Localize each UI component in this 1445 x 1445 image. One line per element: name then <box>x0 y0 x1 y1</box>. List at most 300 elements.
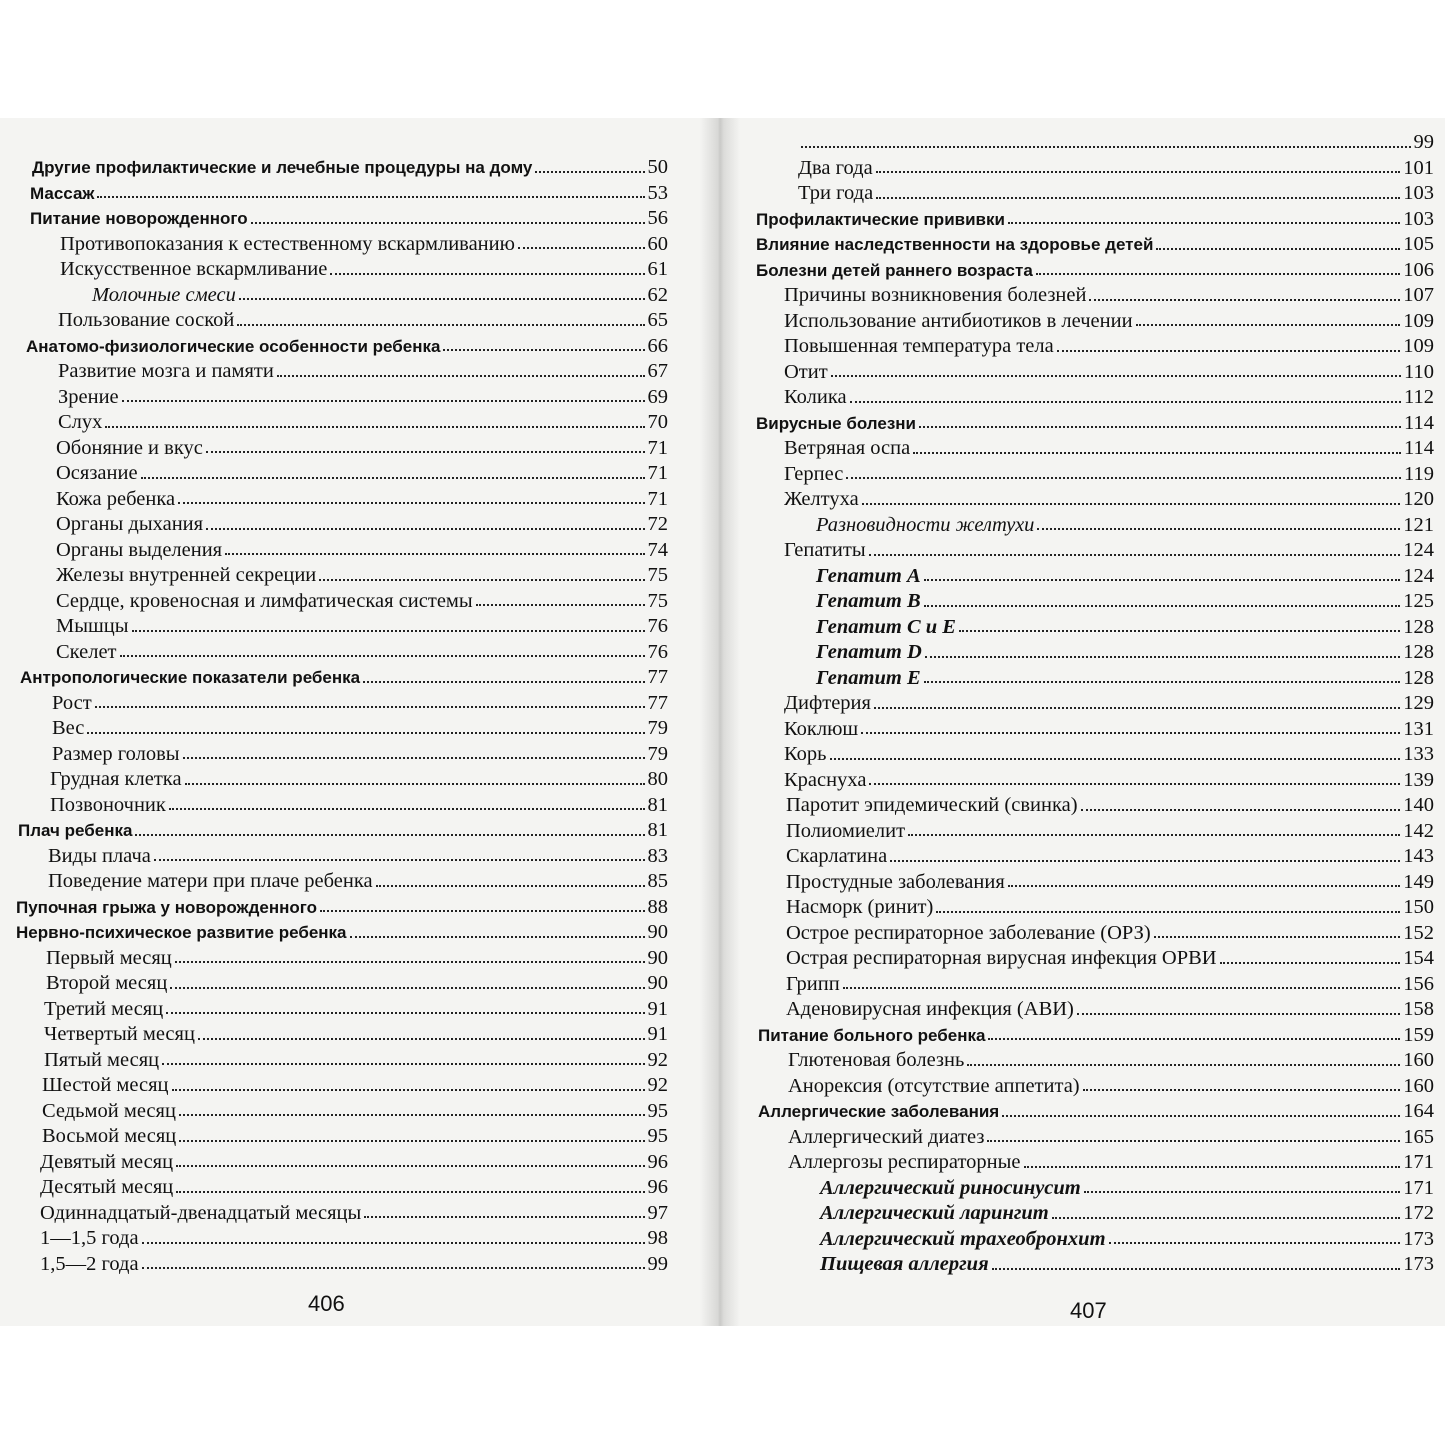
toc-entry-title: Массаж <box>30 183 95 203</box>
toc-entry-title: Вирусные болезни <box>756 413 916 433</box>
toc-entry <box>754 130 1434 156</box>
dot-leader <box>141 477 645 479</box>
toc-entry <box>14 946 668 972</box>
toc-entry-title: Повышенная температура тела <box>784 335 1054 357</box>
toc-entry-page: 81 <box>647 819 668 841</box>
toc-entry-page: 70 <box>647 411 668 433</box>
toc-entry-title: Третий месяц <box>44 997 164 1020</box>
toc-entry-page: 121 <box>1403 513 1434 536</box>
dot-leader <box>843 987 1401 989</box>
dot-leader <box>135 834 644 836</box>
toc-entry-page: 50 <box>647 156 668 178</box>
toc-entry-title: Анатомо-физиологические особенности ребенка <box>26 336 441 356</box>
dot-leader <box>1052 1217 1400 1219</box>
toc-entry-title: Коклюш <box>784 717 859 740</box>
toc-entry-page: 119 <box>1404 462 1434 485</box>
toc-entry <box>754 1048 1434 1074</box>
toc-entry-title: Питание больного ребенка <box>758 1025 986 1045</box>
toc-entry <box>754 1150 1434 1176</box>
toc-entry <box>14 1073 668 1099</box>
toc-entry-page: 81 <box>647 793 668 816</box>
toc-entry-page: 99 <box>647 1252 668 1275</box>
toc-entry-page: 142 <box>1403 819 1434 842</box>
dot-leader <box>869 783 1400 785</box>
toc-entry <box>754 1176 1434 1202</box>
toc-entry-page: 120 <box>1403 488 1434 510</box>
toc-entry-title: Разновидности желтухи <box>816 513 1035 536</box>
toc-entry <box>14 563 668 589</box>
toc-entry-page: 76 <box>647 615 668 637</box>
dot-leader <box>1156 248 1400 250</box>
toc-entry <box>754 309 1434 335</box>
toc-entry-page: 159 <box>1403 1023 1434 1046</box>
toc-entry-title: Насморк (ринит) <box>786 896 934 918</box>
dot-leader <box>172 1089 645 1091</box>
toc-entry-page: 88 <box>647 895 668 918</box>
dot-leader <box>206 528 644 530</box>
toc-entry-page: 165 <box>1403 1125 1434 1148</box>
toc-entry-title: Корь <box>784 743 827 765</box>
toc-entry <box>754 360 1434 386</box>
toc-entry-page: 96 <box>647 1176 668 1198</box>
toc-entry <box>754 921 1434 947</box>
toc-entry <box>754 334 1434 360</box>
dot-leader <box>913 452 1401 454</box>
toc-entry-page: 143 <box>1403 845 1434 867</box>
toc-entry <box>754 181 1434 207</box>
dot-leader <box>239 298 645 300</box>
dot-leader <box>251 222 645 224</box>
toc-entry-title: Аллергические заболевания <box>758 1102 1000 1121</box>
book-gutter <box>700 118 740 1326</box>
toc-entry-title: 1—1,5 года <box>40 1227 139 1249</box>
toc-entry <box>14 538 668 564</box>
dot-leader <box>919 426 1401 428</box>
toc-entry-title: Органы выделения <box>56 538 223 561</box>
dot-leader <box>176 1191 644 1193</box>
dot-leader <box>178 502 644 504</box>
toc-entry-title: Десятый месяц <box>40 1176 174 1198</box>
toc-entry-page: 91 <box>647 1023 668 1045</box>
toc-entry-title: Питание новорожденного <box>30 209 248 228</box>
toc-entry-title: Острая респираторная вирусная инфекция ОРВИ <box>786 947 1217 969</box>
toc-entry-title: Седьмой месяц <box>42 1099 176 1122</box>
toc-entry-page: 98 <box>647 1227 668 1249</box>
toc-entry-page: 105 <box>1403 233 1434 255</box>
toc-entry-title: Развитие мозга и памяти <box>58 360 274 382</box>
toc-entry-title: Восьмой месяц <box>42 1125 177 1147</box>
toc-entry <box>754 640 1434 666</box>
toc-entry-title: Первый месяц <box>46 946 172 969</box>
toc-entry-page: 77 <box>647 691 668 714</box>
toc-entry-title: Поведение матери при плаче ребенка <box>48 870 373 892</box>
dot-leader <box>959 630 1400 632</box>
dot-leader <box>874 707 1400 709</box>
dot-leader <box>237 324 644 326</box>
toc-entry-page: 171 <box>1403 1151 1434 1173</box>
dot-leader <box>1002 1115 1400 1117</box>
toc-entry-page: 69 <box>647 385 668 408</box>
toc-entry <box>754 742 1434 768</box>
toc-entry <box>754 946 1434 972</box>
dot-leader <box>364 1216 644 1218</box>
dot-leader <box>1220 962 1401 964</box>
toc-entry <box>14 1201 668 1227</box>
toc-entry-page: 90 <box>647 946 668 969</box>
dot-leader <box>122 400 645 402</box>
toc-entry-page: 114 <box>1404 411 1434 434</box>
dot-leader <box>988 1038 1400 1040</box>
toc-entry-page: 124 <box>1403 539 1434 561</box>
toc-entry-page: 75 <box>647 589 668 612</box>
toc-entry-page: 131 <box>1403 717 1434 740</box>
toc-entry-title: Противопоказания к естественному вскармливанию <box>60 232 515 255</box>
toc-section <box>754 207 1434 233</box>
dot-leader <box>908 834 1400 836</box>
toc-entry-page: 79 <box>647 742 668 765</box>
dot-leader <box>179 1114 645 1116</box>
toc-entry <box>754 615 1434 641</box>
toc-entry-page: 156 <box>1403 972 1434 995</box>
toc-entry-page: 99 <box>1413 131 1434 153</box>
dot-leader <box>277 375 645 377</box>
dot-leader <box>831 375 1401 377</box>
toc-entry-title: Отит <box>784 360 828 383</box>
toc-entry-title: Пользование соской <box>58 309 235 331</box>
toc-entry <box>754 487 1434 513</box>
toc-section <box>754 258 1434 284</box>
toc-entry-title: Вес <box>52 717 85 739</box>
toc-entry <box>754 1227 1434 1253</box>
toc-entry <box>14 793 668 819</box>
toc-entry-title: Профилактические прививки <box>756 209 1005 229</box>
toc-entry-page: 152 <box>1403 921 1434 944</box>
toc-section <box>14 665 668 691</box>
toc-entry-title: Ветряная оспа <box>784 437 911 459</box>
toc-entry <box>14 614 668 640</box>
toc-entry <box>754 895 1434 921</box>
toc-section <box>14 334 668 360</box>
toc-entry <box>754 513 1434 539</box>
toc-entry <box>14 640 668 666</box>
dot-leader <box>936 911 1400 913</box>
dot-leader <box>350 936 645 938</box>
toc-entry-page: 95 <box>647 1099 668 1122</box>
toc-entry <box>754 819 1434 845</box>
toc-entry-title: Молочные смеси <box>92 283 236 306</box>
toc-entry-title: Органы дыхания <box>56 513 204 535</box>
toc-entry-page: 128 <box>1403 666 1434 689</box>
toc-entry-title: Скелет <box>56 640 117 663</box>
toc-entry-page: 103 <box>1403 207 1434 230</box>
toc-entry <box>14 308 668 334</box>
toc-entry-title: Влияние наследственности на здоровье детей <box>756 235 1154 254</box>
toc-entry-title: Аллергозы респираторные <box>788 1151 1021 1173</box>
toc-entry-page: 149 <box>1403 870 1434 893</box>
toc-left <box>14 155 668 1277</box>
toc-entry-page: 110 <box>1404 360 1434 383</box>
toc-entry-page: 62 <box>647 283 668 306</box>
toc-section <box>754 1023 1434 1049</box>
toc-entry-page: 160 <box>1403 1074 1434 1097</box>
toc-entry-page: 74 <box>647 538 668 561</box>
toc-entry-page: 61 <box>647 258 668 280</box>
toc-entry-title: Пятый месяц <box>44 1048 160 1071</box>
toc-entry-page: 66 <box>647 334 668 357</box>
toc-entry-page: 128 <box>1403 615 1434 638</box>
toc-entry-page: 164 <box>1403 1100 1434 1122</box>
dot-leader <box>320 910 644 912</box>
toc-entry-title: Сердце, кровеносная и лимфатическая системы <box>56 589 473 612</box>
toc-entry <box>754 589 1434 615</box>
dot-leader <box>1109 1242 1401 1244</box>
dot-leader <box>162 1063 644 1065</box>
toc-entry-title: Обоняние и вкус <box>56 436 203 459</box>
toc-entry <box>14 1022 668 1048</box>
dot-leader <box>992 1268 1401 1270</box>
toc-entry-title: Слух <box>58 411 103 433</box>
toc-entry <box>14 385 668 411</box>
toc-entry <box>14 461 668 487</box>
toc-entry-title: Глютеновая болезнь <box>788 1049 965 1071</box>
dot-leader <box>97 196 644 198</box>
toc-entry-title: Гепатиты <box>784 539 866 561</box>
toc-entry-page: 173 <box>1403 1253 1434 1275</box>
dot-leader <box>154 859 645 861</box>
toc-entry <box>754 844 1434 870</box>
dot-leader <box>925 656 1401 658</box>
toc-entry <box>14 767 668 793</box>
toc-entry-title: Размер головы <box>52 742 180 765</box>
dot-leader <box>1081 809 1401 811</box>
toc-entry-page: 173 <box>1403 1227 1434 1250</box>
toc-entry-page: 150 <box>1403 896 1434 918</box>
toc-entry-page: 60 <box>647 232 668 255</box>
toc-entry-title: Аденовирусная инфекция (АВИ) <box>786 998 1074 1020</box>
toc-section <box>14 181 668 207</box>
toc-entry <box>14 997 668 1023</box>
toc-entry-title: Краснуха <box>784 768 867 791</box>
toc-entry-title: Простудные заболевания <box>786 870 1005 893</box>
toc-entry <box>14 716 668 742</box>
toc-entry <box>14 844 668 870</box>
toc-entry-page: 106 <box>1403 258 1434 281</box>
toc-entry-page: 95 <box>647 1125 668 1147</box>
toc-entry-page: 76 <box>647 640 668 663</box>
dot-leader <box>1008 885 1400 887</box>
toc-entry-page: 67 <box>647 360 668 382</box>
toc-entry <box>14 1150 668 1176</box>
toc-section <box>14 206 668 232</box>
toc-entry-title: Три года <box>798 182 874 204</box>
dot-leader <box>876 197 1400 199</box>
toc-entry-title: Гепатит С и Е <box>816 615 956 638</box>
toc-entry-page: 154 <box>1403 947 1434 969</box>
toc-entry-title: Другие профилактические и лечебные процедуры на дому <box>32 158 533 177</box>
toc-entry <box>14 742 668 768</box>
toc-right <box>754 130 1434 1278</box>
toc-entry-page: 129 <box>1403 692 1434 714</box>
dot-leader <box>967 1064 1400 1066</box>
toc-entry-title: Аллергический диатез <box>788 1125 985 1148</box>
toc-entry <box>754 793 1434 819</box>
toc-entry <box>754 691 1434 717</box>
toc-entry-title: 1,5—2 года <box>40 1252 139 1275</box>
toc-entry-page: 103 <box>1403 182 1434 204</box>
toc-entry-title: Рост <box>52 691 92 714</box>
toc-entry-page: 53 <box>647 181 668 204</box>
toc-entry <box>14 1124 668 1150</box>
toc-entry-page: 71 <box>647 462 668 484</box>
dot-leader <box>924 681 1401 683</box>
toc-entry-page: 91 <box>647 997 668 1020</box>
toc-entry-title: Полиомиелит <box>786 819 906 842</box>
dot-leader <box>179 1140 644 1142</box>
dot-leader <box>185 783 645 785</box>
toc-entry-title: Железы внутренней секреции <box>56 564 317 586</box>
dot-leader <box>183 757 645 759</box>
toc-entry <box>14 436 668 462</box>
toc-entry <box>754 436 1434 462</box>
toc-entry-title: Девятый месяц <box>40 1150 174 1173</box>
toc-entry <box>754 156 1434 182</box>
toc-entry <box>754 385 1434 411</box>
toc-entry-title: Причины возникновения болезней <box>784 284 1087 306</box>
dot-leader <box>1057 350 1401 352</box>
dot-leader <box>363 681 644 683</box>
toc-entry-title: Второй месяц <box>46 972 168 994</box>
toc-entry <box>14 1099 668 1125</box>
toc-entry-page: 71 <box>647 487 668 510</box>
toc-entry-page: 125 <box>1403 590 1434 612</box>
toc-entry <box>14 1175 668 1201</box>
toc-entry-title: Аллергический ларингит <box>820 1202 1049 1224</box>
toc-entry <box>14 359 668 385</box>
dot-leader <box>1037 528 1400 530</box>
toc-entry-title: Использование антибиотиков в лечении <box>784 309 1133 332</box>
toc-entry-title: Аллергический трахеобронхит <box>820 1227 1106 1250</box>
dot-leader <box>176 1165 644 1167</box>
toc-entry-page: 79 <box>647 717 668 739</box>
toc-entry-page: 107 <box>1403 284 1434 306</box>
page-number-right: 407 <box>1070 1298 1107 1323</box>
toc-entry-title: Дифтерия <box>784 692 871 714</box>
dot-leader <box>166 1012 644 1014</box>
toc-entry-title: Пищевая аллергия <box>820 1253 989 1275</box>
toc-entry-title: Грудная клетка <box>50 768 182 790</box>
toc-entry-title: Острое респираторное заболевание (ОРЗ) <box>786 921 1151 944</box>
book-spread <box>0 118 1445 1326</box>
toc-entry <box>14 691 668 717</box>
toc-entry-page: 77 <box>647 666 668 688</box>
dot-leader <box>535 171 644 173</box>
toc-entry-page: 128 <box>1403 641 1434 663</box>
toc-entry <box>14 869 668 895</box>
toc-entry-page: 56 <box>647 207 668 229</box>
left-page <box>0 118 700 1326</box>
dot-leader <box>876 171 1401 173</box>
toc-entry-title: Позвоночник <box>50 793 166 816</box>
dot-leader <box>1089 299 1400 301</box>
toc-entry-title: Пупочная грыжа у новорожденного <box>16 897 318 917</box>
dot-leader <box>142 1242 645 1244</box>
dot-leader <box>987 1140 1400 1142</box>
dot-leader <box>87 732 644 734</box>
toc-entry-title: Нервно-психическое развитие ребенка <box>16 923 347 942</box>
toc-entry <box>754 768 1434 794</box>
toc-entry <box>754 1074 1434 1100</box>
toc-entry-title: Анорексия (отсутствие аппетита) <box>788 1074 1080 1097</box>
toc-entry-title: Антропологические показатели ребенка <box>20 668 361 687</box>
toc-entry-page: 124 <box>1403 564 1434 587</box>
dot-leader <box>850 401 1401 403</box>
toc-entry <box>14 283 668 309</box>
toc-entry-page: 139 <box>1403 768 1434 791</box>
toc-entry-page: 96 <box>647 1150 668 1173</box>
toc-entry-page: 80 <box>647 768 668 790</box>
toc-entry-title: Шестой месяц <box>42 1074 169 1096</box>
toc-section <box>14 895 668 921</box>
dot-leader <box>120 655 645 657</box>
dot-leader <box>924 579 1401 581</box>
toc-entry <box>14 257 668 283</box>
toc-entry-title: Гепатит D <box>816 641 922 663</box>
toc-section <box>754 232 1434 258</box>
toc-entry-page: 109 <box>1403 335 1434 357</box>
dot-leader <box>330 273 644 275</box>
toc-entry-title: Паротит эпидемический (свинка) <box>786 794 1078 816</box>
toc-section <box>754 411 1434 437</box>
dot-leader <box>1136 324 1401 326</box>
toc-entry-title: Гепатит А <box>816 564 921 587</box>
toc-entry <box>754 1125 1434 1151</box>
toc-entry-page: 90 <box>647 972 668 994</box>
right-page <box>740 118 1445 1326</box>
dot-leader <box>198 1038 645 1040</box>
dot-leader <box>801 146 1411 148</box>
dot-leader <box>1083 1089 1401 1091</box>
toc-entry <box>14 487 668 513</box>
toc-entry <box>14 410 668 436</box>
toc-entry-title: Колика <box>784 386 847 408</box>
toc-entry-title: Герпес <box>784 462 844 485</box>
toc-entry-page: 160 <box>1403 1049 1434 1071</box>
dot-leader <box>319 579 644 581</box>
dot-leader <box>1008 222 1400 224</box>
toc-entry <box>14 1226 668 1252</box>
dot-leader <box>890 860 1400 862</box>
toc-entry-page: 83 <box>647 844 668 867</box>
dot-leader <box>1024 1166 1401 1168</box>
dot-leader <box>175 961 645 963</box>
toc-entry <box>14 971 668 997</box>
dot-leader <box>869 554 1401 556</box>
dot-leader <box>1084 1191 1401 1193</box>
toc-entry-page: 71 <box>647 436 668 459</box>
dot-leader <box>518 247 645 249</box>
toc-entry-title: Болезни детей раннего возраста <box>756 260 1033 280</box>
dot-leader <box>95 706 645 708</box>
dot-leader <box>1077 1013 1400 1015</box>
toc-entry-page: 72 <box>647 513 668 535</box>
toc-entry-title: Желтуха <box>784 488 859 510</box>
dot-leader <box>132 630 645 632</box>
toc-entry <box>14 1252 668 1278</box>
toc-entry-title: Одиннадцатый-двенадцатый месяцы <box>40 1201 362 1224</box>
toc-entry-title: Зрение <box>58 385 119 408</box>
toc-entry <box>14 512 668 538</box>
toc-entry <box>754 997 1434 1023</box>
